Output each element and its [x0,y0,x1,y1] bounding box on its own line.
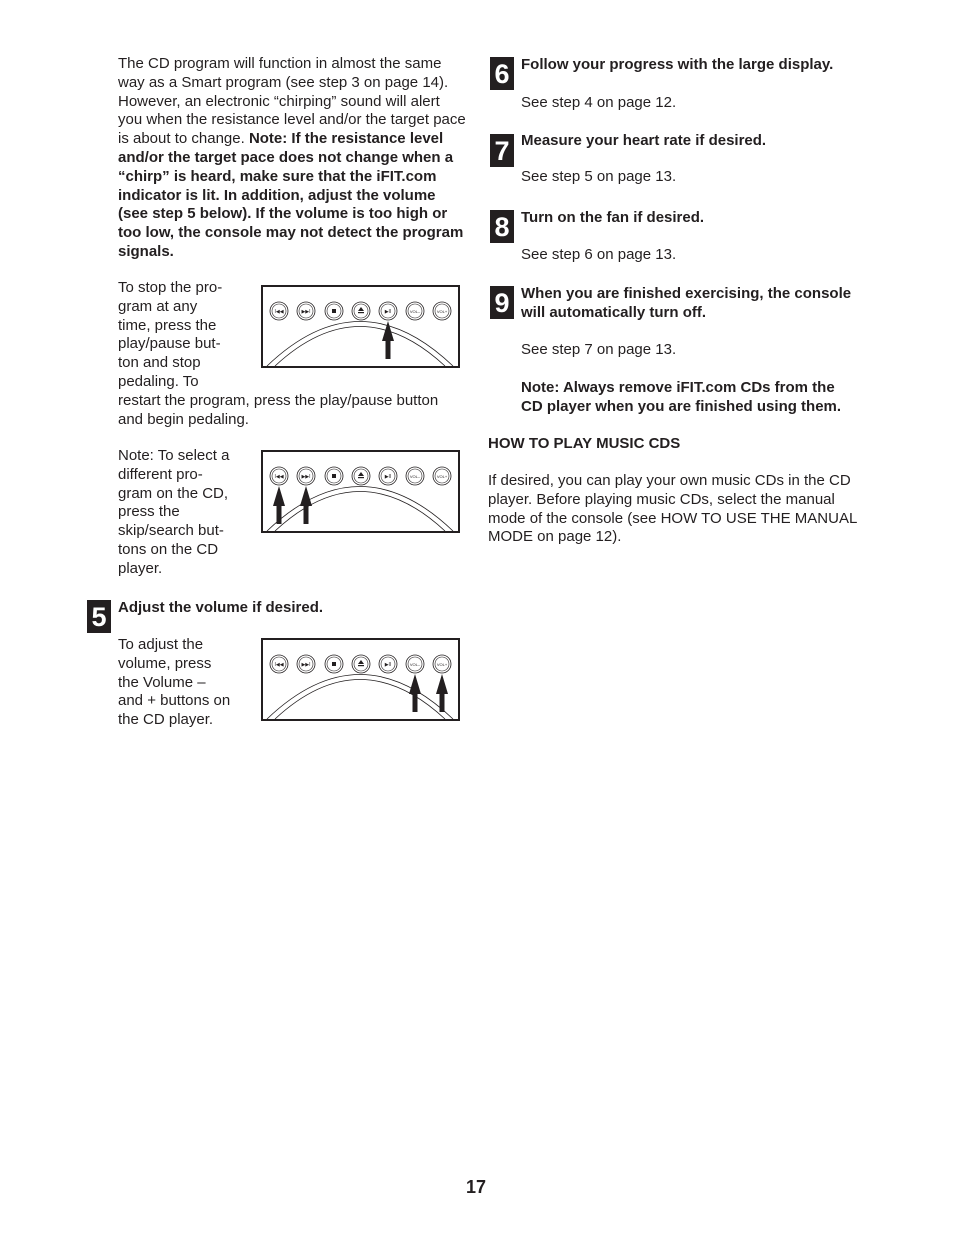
step-number-5: 5 [87,600,111,633]
cd-player-illustration [263,287,458,366]
volume-down-icon [406,302,424,320]
svg-text:I◀◀: I◀◀ [274,474,284,480]
play-pause-icon [379,467,397,485]
step-number-9: 9 [490,286,514,319]
text-line: time, press the [118,316,217,334]
text-line: restart the program, press the play/pause button [118,391,439,409]
text-line: To stop the pro- [118,279,223,296]
svg-text:▶II: ▶II [384,474,392,480]
volume-up-icon [433,467,451,485]
play-pause-icon [379,655,397,673]
volume-down-icon [406,655,424,673]
cd-player-illustration [263,452,458,531]
skip-back-icon [270,302,288,320]
text-line: skip/search but- [118,522,224,540]
text-line: When you are finished exercising, the console [521,285,852,302]
svg-text:VOL+: VOL+ [436,662,448,667]
volume-up-icon [433,302,451,320]
arrow-icon [300,486,312,524]
text-line: pedaling. To [118,372,199,390]
step-6-title: Follow your progress with the large display. [521,56,834,73]
step-9-title [521,285,851,323]
svg-text:▶▶I: ▶▶I [301,662,311,668]
svg-text:▶II: ▶II [384,662,392,668]
volume-up-icon [433,655,451,673]
figure-skip [261,450,460,533]
music-cds-heading: HOW TO PLAY MUSIC CDS [488,435,681,452]
stop-icon [325,655,343,673]
cd-buttons [270,302,451,320]
text-line: Note: To select a [118,447,230,464]
svg-text:VOL–: VOL– [409,662,421,667]
eject-icon [352,467,370,485]
step-number-8: 8 [490,210,514,243]
step-6-body: See step 4 on page 12. [521,94,677,111]
stop-icon [325,302,343,320]
step-8-body: See step 6 on page 13. [521,246,677,263]
text-line: the Volume – [118,673,206,691]
svg-text:▶▶I: ▶▶I [301,309,311,315]
text-line: the CD player. [118,711,214,729]
text-line: ton and stop [118,354,201,372]
text-line: player. Before playing music CDs, select the manual [488,490,835,508]
step-number-6: 6 [490,57,514,90]
step-number-7: 7 [490,134,514,167]
skip-forward-icon [297,655,315,673]
skip-forward-icon [297,302,315,320]
text-line: play/pause but- [118,335,221,353]
svg-text:I◀◀: I◀◀ [274,309,284,315]
volume-down-icon [406,467,424,485]
text-line: player. [118,559,163,577]
music-cds-body [488,472,888,547]
svg-text:I◀◀: I◀◀ [274,662,284,668]
stop-icon [325,467,343,485]
text-line: different pro- [118,465,203,483]
text-line: If desired, you can play your own music CDs in the CD [488,472,851,489]
text-line: gram on the CD, [118,484,229,502]
cd-program-intro [118,55,468,262]
skip-back-icon [270,655,288,673]
text-line: CD player when you are finished using them. [521,397,842,415]
play-pause-icon [379,302,397,320]
text-line: tons on the CD [118,540,219,558]
arrow-icon [273,486,285,524]
text-line: Note: Always remove iFIT.com CDs from the [521,379,835,396]
skip-back-icon [270,467,288,485]
cd-player-illustration [263,640,458,719]
text-line: mode of the console (see HOW TO USE THE MANUAL [488,509,858,527]
intro-text: The CD program will function in almost the same way as a Smart program (see step 3 on page 14). However, an electronic “chirping” sound will alert you when the resistance level and/or the target pace is about to change. [118,55,466,148]
text-line: and + buttons on [118,692,231,710]
figure-volume [261,638,460,721]
step-5-body [118,636,258,730]
step-7-body: See step 5 on page 13. [521,168,677,185]
select-program-text [118,447,258,579]
skip-forward-icon [297,467,315,485]
step-9-note [521,379,841,417]
text-line: gram at any [118,297,198,315]
step-7-title: Measure your heart rate if desired. [521,132,767,149]
text-line: and begin pedaling. [118,410,249,428]
svg-text:VOL–: VOL– [409,309,421,314]
intro-note: Note: If the resistance level and/or the target pace does not change when a “chirp” is heard, make sure that the iFIT.com indicator is lit. In addition, adjust the volume (see step 5 below). If the volume is too high or too low, the console may not detect the program signals. [118,130,464,260]
text-line: press the [118,503,180,521]
svg-text:▶II: ▶II [384,309,392,315]
step-5-title: Adjust the volume if desired. [118,599,324,616]
svg-text:VOL–: VOL– [409,474,421,479]
text-line: To adjust the [118,636,204,653]
arrow-icon [409,674,421,712]
svg-text:▶▶I: ▶▶I [301,474,311,480]
step-8-title: Turn on the fan if desired. [521,209,705,226]
text-line: volume, press [118,654,212,672]
eject-icon [352,655,370,673]
svg-text:VOL+: VOL+ [436,474,448,479]
page-number: 17 [466,1177,487,1197]
figure-play-pause [261,285,460,368]
arrow-icon [436,674,448,712]
text-line: MODE on page 12). [488,528,622,546]
text-line: will automatically turn off. [521,303,707,321]
step-9-body: See step 7 on page 13. [521,341,677,358]
eject-icon [352,302,370,320]
svg-text:VOL+: VOL+ [436,309,448,314]
